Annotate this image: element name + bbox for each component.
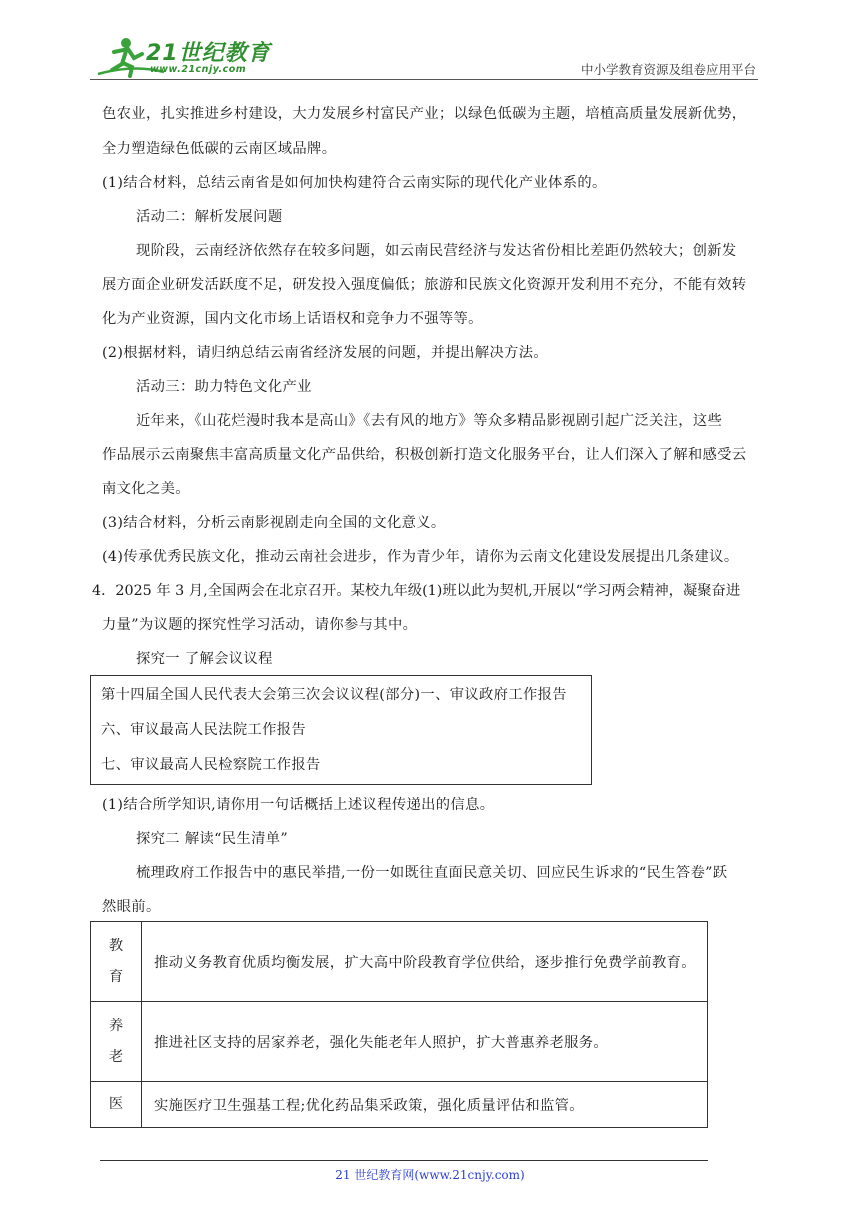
paragraph-line: 南文化之美。: [102, 481, 190, 497]
category-cell: [91, 1002, 142, 1082]
question-4-stem: 4．2025 年 3 月,全国两会在北京召开。某校九年级(1)班以此为契机,开展以“学习两会精神，凝聚奋进: [92, 583, 741, 599]
description-cell: 实施医疗卫生强基工程;优化药品集采政策，强化质量评估和监管。: [142, 1082, 708, 1128]
activity-2-heading: 活动二：解析发展问题: [136, 209, 283, 225]
table-row: [91, 1082, 708, 1128]
footer-divider: [100, 1160, 708, 1161]
table-row: [91, 922, 708, 1002]
logo-url: www.21cnjy.com: [150, 64, 247, 75]
category-char: 育: [108, 968, 124, 985]
description-cell: 推进社区支持的居家养老，强化失能老年人照护，扩大普惠养老服务。: [142, 1002, 708, 1082]
paragraph-line: 化为产业资源，国内文化市场上话语权和竞争力不强等等。: [102, 311, 483, 327]
policy-table: [90, 921, 708, 1128]
table-row: [91, 1002, 708, 1082]
explore-1-heading: 探究一 了解会议议程: [136, 651, 273, 667]
agenda-item: 第十四届全国人民代表大会第三次会议议程(部分)一、审议政府工作报告: [101, 687, 567, 703]
page-header: [90, 30, 758, 80]
agenda-item: 七、审议最高人民检察院工作报告: [101, 757, 321, 773]
agenda-box: [90, 675, 592, 785]
category-cell: [91, 1082, 142, 1128]
paragraph-line: 展方面企业研发活跃度不足，研发投入强度偏低；旅游和民族文化资源开发利用不充分，不能有效转: [102, 277, 747, 293]
question-4: (4)传承优秀民族文化，推动云南社会进步，作为青少年，请你为云南文化建设发展提出几条建议。: [102, 549, 739, 565]
category-char: 教: [108, 937, 124, 954]
paragraph-line: 梳理政府工作报告中的惠民举措,一份一如既往直面民意关切、回应民生诉求的“民生答卷”跃: [136, 865, 728, 881]
footer-link[interactable]: 21 世纪教育网(www.21cnjy.com): [335, 1168, 525, 1182]
site-name: 中小学教育资源及组卷应用平台: [580, 62, 756, 77]
category-char: 医: [108, 1096, 124, 1112]
question-1: (1)结合材料，总结云南省是如何加快构建符合云南实际的现代化产业体系的。: [102, 175, 607, 191]
question-3: (3)结合材料，分析云南影视剧走向全国的文化意义。: [102, 515, 446, 531]
question-2: (2)根据材料，请归纳总结云南省经济发展的问题，并提出解决方法。: [102, 345, 549, 361]
question-4-stem-cont: 力量”为议题的探究性学习活动，请你参与其中。: [102, 617, 418, 633]
logo-text: 21世纪教育: [146, 41, 271, 66]
paragraph-line: 作品展示云南聚焦丰富高质量文化产品供给，积极创新打造文化服务平台，让人们深入了解和感受云: [102, 447, 747, 463]
header-divider: [90, 79, 758, 80]
paragraph-line: 近年来，《山花烂漫时我本是高山》《去有风的地方》等众多精品影视剧引起广泛关注，这些: [136, 413, 723, 429]
paragraph-line: 全力塑造绿色低碳的云南区域品牌。: [102, 141, 337, 157]
paragraph-line: 然眼前。: [102, 899, 161, 915]
description-cell: 推动义务教育优质均衡发展，扩大高中阶段教育学位供给，逐步推行免费学前教育。: [142, 922, 708, 1002]
category-char: 养: [108, 1017, 124, 1034]
site-logo[interactable]: [94, 34, 294, 78]
agenda-item: 六、审议最高人民法院工作报告: [101, 722, 307, 738]
category-char: 老: [108, 1048, 124, 1065]
paragraph-line: 现阶段，云南经济依然存在较多问题，如云南民营经济与发达省份相比差距仍然较大；创新发: [136, 243, 737, 259]
category-cell: [91, 922, 142, 1002]
activity-3-heading: 活动三：助力特色文化产业: [136, 379, 312, 395]
question-4-1: (1)结合所学知识,请你用一句话概括上述议程传递出的信息。: [102, 797, 495, 813]
paragraph-line: 色农业，扎实推进乡村建设，大力发展乡村富民产业；以绿色低碳为主题，培植高质量发展新优势，: [102, 106, 747, 122]
explore-2-heading: 探究二 解读“民生清单”: [136, 831, 289, 847]
